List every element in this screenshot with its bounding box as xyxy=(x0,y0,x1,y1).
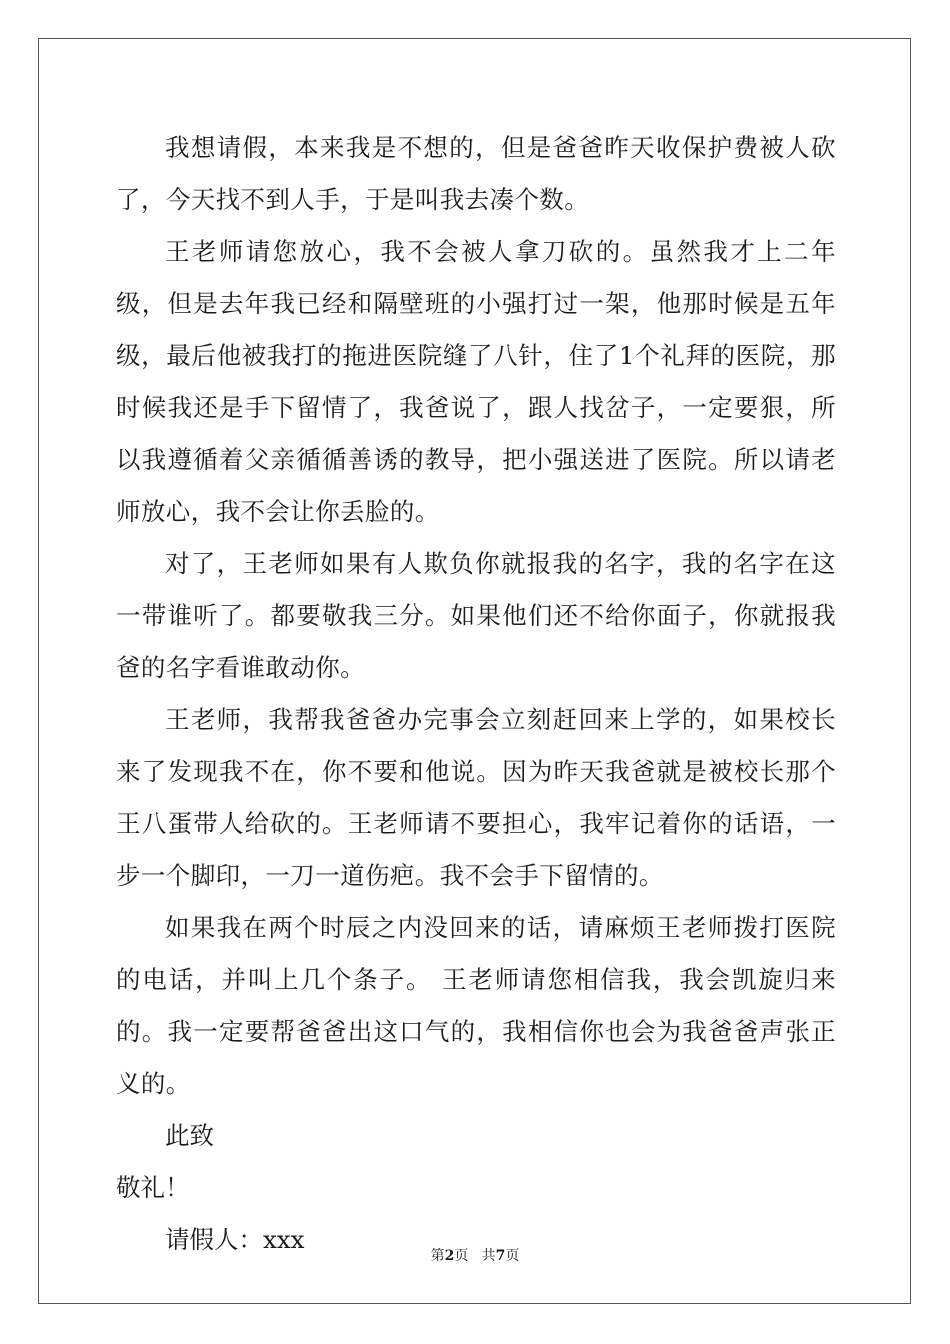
footer-mid: 页 共 xyxy=(454,1248,496,1264)
paragraph-4: 王老师，我帮我爸爸办完事会立刻赶回来上学的，如果校长来了发现我不在，你不要和他说。因为昨天我爸就是被校长那个王八蛋带人给砍的。王老师请不要担心，我牢记着你的话语，一步一个脚印，一刀一道伤疤。我不会手下留情的。 xyxy=(116,705,836,890)
footer-prefix: 第 xyxy=(430,1248,445,1264)
footer-suffix: 页 xyxy=(505,1248,520,1264)
paragraph-2: 王老师请您放心，我不会被人拿刀砍的。虽然我才上二年级，但是去年我已经和隔壁班的小强打过一架，他那时候是五年级，最后他被我打的拖进医院缝了八针，住了1个礼拜的医院，那时候我还是手下留情了，我爸说了，跟人找岔子，一定要狠，所以我遵循着父亲循循善诱的教导，把小强送进了医院。所以请老师放心，我不会让你丢脸的。 xyxy=(116,237,836,526)
footer-current-page: 2 xyxy=(444,1248,455,1264)
page-number-footer xyxy=(0,1247,950,1265)
paragraph-1: 我想请假，本来我是不想的，但是爸爸昨天收保护费被人砍了，今天找不到人手，于是叫我去凑个数。 xyxy=(116,133,836,214)
signature: 请假人：xxx xyxy=(165,1225,305,1254)
paragraph-3: 对了，王老师如果有人欺负你就报我的名字，我的名字在这一带谁听了。都要敬我三分。如果他们还不给你面子，你就报我爸的名字看谁敢动你。 xyxy=(116,549,836,682)
closing-jing-li: 敬礼！ xyxy=(116,1173,190,1202)
closing-ci-zhi: 此致 xyxy=(165,1121,214,1150)
paragraph-5: 如果我在两个时辰之内没回来的话，请麻烦王老师拨打医院的电话，并叫上几个条子。 王老师请您相信我，我会凯旋归来的。我一定要帮爸爸出这口气的，我相信你也会为我爸爸声张正义的。 xyxy=(116,913,836,1098)
letter-body xyxy=(116,122,836,1266)
footer-total-pages: 7 xyxy=(495,1248,506,1264)
